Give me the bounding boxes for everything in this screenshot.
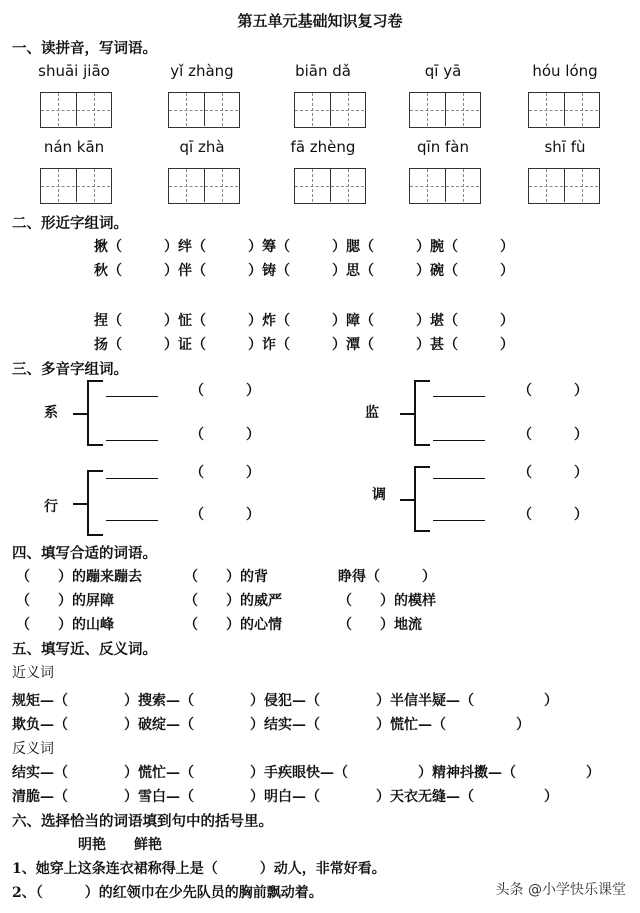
antonym-row: 结实—（ ）慌忙—（ ）手疾眼快—（ ）精神抖擞—（ ） <box>12 765 600 781</box>
brace-icon <box>87 380 103 446</box>
section-1-heading: 一、读拼音，写词语。 <box>12 40 157 57</box>
synonym-row: 欺负—（ ）破绽—（ ）结实—（ ）慌忙—（ ） <box>12 717 530 733</box>
pinyin-1-3: biān dǎ <box>295 62 351 80</box>
pinyin-2-3: fā zhèng <box>290 138 356 156</box>
brace-icon <box>414 466 430 532</box>
answer-line[interactable] <box>433 440 485 441</box>
pinyin-1-2: yǐ zhàng <box>170 62 234 80</box>
pinyin-2-5: shī fù <box>544 138 586 156</box>
synonym-row: 规矩—（ ）搜索—（ ）侵犯—（ ）半信半疑—（ ） <box>12 693 558 709</box>
answer-line[interactable] <box>106 396 158 397</box>
fill-item: （ ）的屏障 <box>16 593 114 609</box>
fill-item: （ ）地流 <box>338 617 422 633</box>
fill-item: （ ）的心情 <box>184 617 282 633</box>
writing-grid[interactable] <box>409 168 481 204</box>
section-4-heading: 四、填写合适的词语。 <box>12 545 157 562</box>
polyphone-char: 行 <box>44 499 58 515</box>
fill-item: 睁得（ ） <box>338 569 436 585</box>
sentence: 2、（ ）的红领巾在少先队员的胸前飘动着。 <box>12 885 323 901</box>
pinyin-blank[interactable]: （ ） <box>518 507 588 523</box>
answer-line[interactable] <box>106 440 158 441</box>
fill-item: （ ）的模样 <box>338 593 436 609</box>
pinyin-1-4: qī yā <box>424 62 462 80</box>
pinyin-blank[interactable]: （ ） <box>518 465 588 481</box>
section-6-heading: 六、选择恰当的词语填到句中的括号里。 <box>12 813 273 830</box>
word-choices: 明艳 鲜艳 <box>78 837 162 853</box>
form-row: 秋（ ）伴（ ）铸（ ）思（ ）碗（ ） <box>94 263 514 279</box>
writing-grid[interactable] <box>40 92 112 128</box>
pinyin-2-2: qī zhà <box>179 138 225 156</box>
writing-grid[interactable] <box>40 168 112 204</box>
polyphone-char: 调 <box>372 487 386 503</box>
fill-item: （ ）的山峰 <box>16 617 114 633</box>
form-row: 扬（ ）证（ ）诈（ ）潭（ ）甚（ ） <box>94 337 514 353</box>
form-row: 揪（ ）绊（ ）筹（ ）腮（ ）腕（ ） <box>94 239 514 255</box>
writing-grid[interactable] <box>294 92 366 128</box>
pinyin-blank[interactable]: （ ） <box>190 507 260 523</box>
synonym-label: 近义词 <box>12 665 54 681</box>
pinyin-2-4: qīn fàn <box>417 138 469 156</box>
pinyin-blank[interactable]: （ ） <box>190 427 260 443</box>
section-5-heading: 五、填写近、反义词。 <box>12 641 157 658</box>
pinyin-1-5: hóu lóng <box>532 62 598 80</box>
fill-item: （ ）的蹦来蹦去 <box>16 569 142 585</box>
antonym-row: 清脆—（ ）雪白—（ ）明白—（ ）天衣无缝—（ ） <box>12 789 558 805</box>
writing-grid[interactable] <box>294 168 366 204</box>
writing-grid[interactable] <box>168 92 240 128</box>
polyphone-char: 监 <box>365 405 379 421</box>
polyphone-char: 系 <box>44 405 58 421</box>
section-3-heading: 三、多音字组词。 <box>12 361 128 378</box>
form-row: 捏（ ）怔（ ）炸（ ）障（ ）堪（ ） <box>94 313 514 329</box>
answer-line[interactable] <box>106 478 158 479</box>
pinyin-blank[interactable]: （ ） <box>518 383 588 399</box>
page-title: 第五单元基础知识复习卷 <box>237 12 403 30</box>
brace-icon <box>414 380 430 446</box>
brace-icon <box>87 470 103 536</box>
answer-line[interactable] <box>433 478 485 479</box>
answer-line[interactable] <box>433 520 485 521</box>
writing-grid[interactable] <box>409 92 481 128</box>
writing-grid[interactable] <box>168 168 240 204</box>
writing-grid[interactable] <box>528 92 600 128</box>
watermark: 头条 @小学快乐课堂 <box>495 882 626 898</box>
answer-line[interactable] <box>106 520 158 521</box>
fill-item: （ ）的背 <box>184 569 268 585</box>
sentence: 1、她穿上这条连衣裙称得上是（ ）动人，非常好看。 <box>12 861 386 877</box>
writing-grid[interactable] <box>528 168 600 204</box>
pinyin-blank[interactable]: （ ） <box>518 427 588 443</box>
pinyin-blank[interactable]: （ ） <box>190 383 260 399</box>
pinyin-blank[interactable]: （ ） <box>190 465 260 481</box>
answer-line[interactable] <box>433 396 485 397</box>
pinyin-2-1: nán kān <box>43 138 105 156</box>
section-2-heading: 二、形近字组词。 <box>12 215 128 232</box>
antonym-label: 反义词 <box>12 741 54 757</box>
fill-item: （ ）的威严 <box>184 593 282 609</box>
pinyin-1-1: shuāi jiāo <box>38 62 110 80</box>
